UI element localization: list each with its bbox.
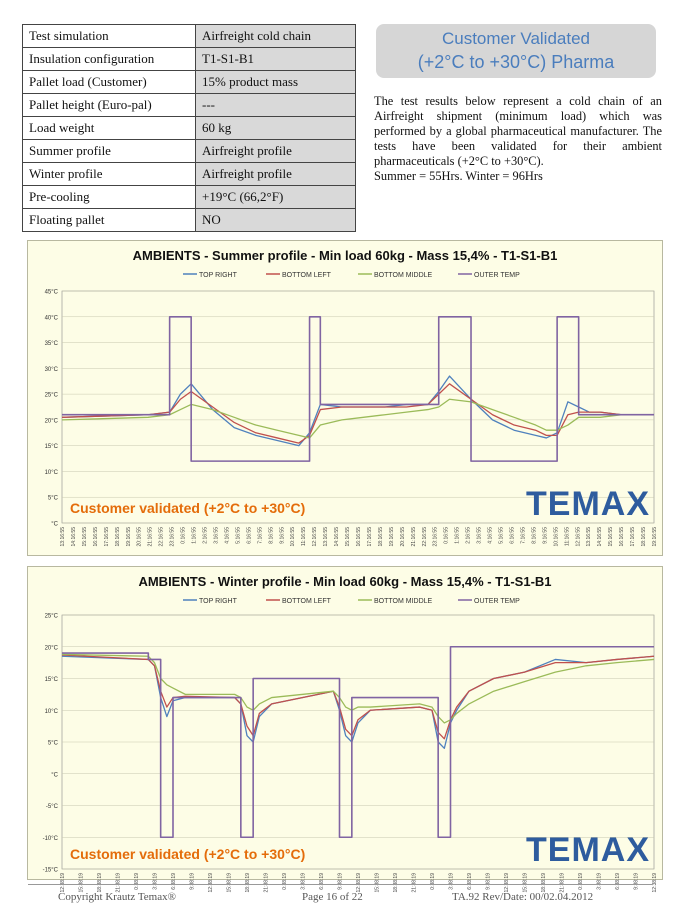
y-tick-label: 5°C (47, 495, 58, 502)
spec-value: NO (196, 209, 356, 232)
x-tick-label: 0:38:19 (578, 873, 584, 890)
spec-value: Airfreight profile (196, 140, 356, 163)
y-tick-label: -5°C (45, 804, 58, 810)
x-tick-label: 22:16:55 (421, 527, 428, 547)
x-tick-label: 16:16:55 (92, 527, 99, 547)
x-tick-label: 18:38:19 (393, 873, 399, 893)
spec-value: Airfreight cold chain (196, 25, 356, 48)
x-tick-label: 21:38:19 (411, 873, 418, 893)
x-tick-label: 21:38:19 (115, 873, 122, 893)
spec-key: Floating pallet (23, 209, 196, 232)
y-tick-label: 35°C (44, 341, 58, 348)
x-tick-label: 21:38:19 (263, 873, 270, 893)
spec-value: --- (196, 94, 356, 117)
x-tick-label: 3:16:55 (213, 527, 220, 544)
x-tick-label: 17:16:55 (366, 527, 373, 547)
x-tick-label: 19:16:55 (388, 527, 395, 547)
x-tick-label: 0:38:19 (430, 873, 436, 890)
legend-label: BOTTOM MIDDLE (374, 598, 433, 605)
winter-chart (27, 566, 663, 893)
validation-badge (376, 24, 656, 78)
legend-label: BOTTOM LEFT (282, 598, 331, 605)
x-tick-label: 18:16:55 (114, 527, 121, 547)
spec-value: 60 kg (196, 117, 356, 140)
x-tick-label: 12:16:55 (312, 527, 319, 547)
summer-chart-svg (28, 241, 662, 555)
x-tick-label: 14:16:55 (70, 527, 77, 547)
x-tick-label: 4:16:55 (487, 527, 494, 544)
x-tick-label: 4:16:55 (224, 527, 231, 544)
x-tick-label: 22:16:55 (158, 527, 165, 547)
x-tick-label: 18:38:19 (245, 873, 251, 893)
x-tick-label: 20:16:55 (399, 527, 406, 547)
x-tick-label: 15:38:19 (522, 873, 529, 893)
x-tick-label: 15:16:55 (81, 527, 88, 547)
y-tick-label: 20°C (44, 645, 58, 652)
spec-key: Summer profile (23, 140, 196, 163)
x-tick-label: 3:38:19 (596, 873, 603, 890)
x-tick-label: 10:16:55 (553, 527, 560, 547)
spec-key: Pallet load (Customer) (23, 71, 196, 94)
description-paragraph: The test results below represent a cold chain of an Airfreight shipment (minimum load) which was performed by a global pharmaceutical manufacturer. The tests have been validated for their ambient pharmaceuticals (+2°C to +30°C). (374, 94, 662, 168)
spec-row (23, 25, 356, 48)
x-tick-label: 18:16:55 (641, 527, 648, 547)
badge-line2: (+2°C to +30°C) Pharma (417, 52, 615, 72)
spec-key: Load weight (23, 117, 196, 140)
x-tick-label: 21:16:55 (147, 527, 154, 547)
x-tick-label: 11:16:55 (301, 527, 308, 547)
summer-chart (27, 240, 663, 556)
x-tick-label: 6:38:19 (615, 873, 621, 890)
y-tick-label: °C (51, 521, 58, 528)
y-tick-label: 25°C (44, 392, 58, 399)
x-tick-label: 3:38:19 (300, 873, 307, 890)
spec-value: +19°C (66,2°F) (196, 186, 356, 209)
spec-row (23, 186, 356, 209)
y-tick-label: 10°C (44, 469, 58, 476)
x-tick-label: 18:38:19 (97, 873, 103, 893)
spec-key: Pre-cooling (23, 186, 196, 209)
x-tick-label: 6:16:55 (246, 527, 253, 544)
x-tick-label: 13:16:55 (586, 527, 593, 547)
x-tick-label: 3:38:19 (448, 873, 455, 890)
x-tick-label: 10:16:55 (290, 527, 297, 547)
spec-key: Winter profile (23, 163, 196, 186)
x-tick-label: 13:16:55 (60, 527, 66, 547)
y-tick-label: 40°C (44, 315, 58, 322)
x-tick-label: 17:16:55 (103, 527, 110, 547)
footer-rule (28, 884, 652, 885)
legend-label: OUTER TEMP (474, 272, 520, 279)
x-tick-label: 1:16:55 (454, 527, 461, 544)
x-tick-label: 12:38:19 (60, 873, 66, 893)
legend-label: TOP RIGHT (199, 272, 237, 279)
x-tick-label: 21:16:55 (410, 527, 417, 547)
x-tick-label: 9:38:19 (633, 873, 640, 890)
x-tick-label: 6:38:19 (319, 873, 325, 890)
x-tick-label: 9:16:55 (542, 527, 549, 544)
y-tick-label: 15°C (44, 444, 58, 451)
x-tick-label: 8:16:55 (531, 527, 538, 544)
legend-label: OUTER TEMP (474, 598, 520, 605)
x-tick-label: 0:38:19 (134, 873, 140, 890)
x-tick-label: 13:16:55 (323, 527, 330, 547)
x-tick-label: 17:16:55 (630, 527, 637, 547)
x-tick-label: 12:16:55 (575, 527, 582, 547)
spec-table (22, 24, 356, 232)
x-tick-label: 0:16:55 (443, 527, 450, 544)
x-tick-label: 14:16:55 (597, 527, 604, 547)
x-tick-label: 7:16:55 (257, 527, 264, 544)
x-tick-label: 9:16:55 (279, 527, 286, 544)
footer-copyright: Copyright Krautz Temax® (58, 891, 176, 903)
x-tick-label: 9:38:19 (337, 873, 344, 890)
y-tick-label: 45°C (44, 289, 58, 296)
x-tick-label: 15:38:19 (374, 873, 381, 893)
legend-label: TOP RIGHT (199, 598, 237, 605)
chart-title: AMBIENTS - Summer profile - Min load 60kg - Mass 15,4% - T1-S1-B1 (132, 248, 558, 263)
x-tick-label: 15:16:55 (608, 527, 615, 547)
x-tick-label: 18:16:55 (377, 527, 384, 547)
x-tick-label: 0:38:19 (282, 873, 288, 890)
y-tick-label: -15°C (42, 867, 58, 874)
x-tick-label: 21:38:19 (559, 873, 566, 893)
x-tick-label: 6:16:55 (509, 527, 516, 544)
spec-row (23, 117, 356, 140)
x-tick-label: 16:16:55 (619, 527, 626, 547)
x-tick-label: 15:16:55 (345, 527, 352, 547)
y-tick-label: 10°C (44, 708, 58, 715)
x-tick-label: 6:38:19 (171, 873, 177, 890)
y-tick-label: 5°C (47, 740, 58, 747)
x-tick-label: 1:16:55 (191, 527, 198, 544)
x-tick-label: 15:38:19 (78, 873, 85, 893)
x-tick-label: 23:16:55 (432, 527, 439, 547)
description (374, 94, 662, 184)
x-tick-label: 2:16:55 (465, 527, 472, 544)
x-tick-label: 3:38:19 (152, 873, 159, 890)
x-tick-label: 18:38:19 (541, 873, 547, 893)
y-tick-label: 20°C (44, 418, 58, 425)
spec-row (23, 140, 356, 163)
temax-logo: TEMAX (526, 485, 650, 523)
x-tick-label: 0:16:55 (180, 527, 187, 544)
x-tick-label: 12:38:19 (356, 873, 362, 893)
chart-title: AMBIENTS - Winter profile - Min load 60kg - Mass 15,4% - T1-S1-B1 (138, 574, 552, 589)
validated-stamp: Customer validated (+2°C to +30°C) (70, 846, 306, 862)
x-tick-label: 5:16:55 (498, 527, 505, 544)
x-tick-label: 7:16:55 (520, 527, 527, 544)
x-tick-label: 3:16:55 (476, 527, 483, 544)
winter-chart-svg (28, 567, 662, 893)
legend-label: BOTTOM LEFT (282, 272, 331, 279)
y-tick-label: -10°C (42, 835, 58, 842)
footer-page: Page 16 of 22 (302, 891, 363, 903)
spec-row (23, 71, 356, 94)
y-tick-label: °C (51, 772, 58, 779)
x-tick-label: 12:38:19 (504, 873, 510, 893)
x-tick-label: 12:38:19 (208, 873, 214, 893)
spec-key: Pallet height (Euro-pal) (23, 94, 196, 117)
spec-row (23, 163, 356, 186)
y-tick-label: 15°C (44, 677, 58, 683)
spec-row (23, 48, 356, 71)
spec-value: 15% product mass (196, 71, 356, 94)
x-tick-label: 14:16:55 (334, 527, 341, 547)
x-tick-label: 15:38:19 (226, 873, 233, 893)
validated-stamp: Customer validated (+2°C to +30°C) (70, 500, 306, 516)
x-tick-label: 19:16:55 (125, 527, 132, 547)
x-tick-label: 5:16:55 (235, 527, 242, 544)
spec-key: Test simulation (23, 25, 196, 48)
temax-logo: TEMAX (526, 831, 650, 869)
x-tick-label: 12:38:19 (652, 873, 658, 893)
x-tick-label: 23:16:55 (169, 527, 176, 547)
spec-value: Airfreight profile (196, 163, 356, 186)
legend-label: BOTTOM MIDDLE (374, 272, 433, 279)
spec-key: Insulation configuration (23, 48, 196, 71)
x-tick-label: 9:38:19 (485, 873, 492, 890)
footer-revision: TA.92 Rev/Date: 00/02.04.2012 (452, 891, 594, 903)
x-tick-label: 6:38:19 (467, 873, 473, 890)
x-tick-label: 20:16:55 (136, 527, 143, 547)
spec-row (23, 94, 356, 117)
x-tick-label: 19:16:55 (652, 527, 658, 547)
badge-line1: Customer Validated (441, 29, 591, 48)
x-tick-label: 8:16:55 (268, 527, 275, 544)
footer (0, 884, 680, 912)
spec-value: T1-S1-B1 (196, 48, 356, 71)
description-summary: Summer = 55Hrs. Winter = 96Hrs (374, 169, 543, 183)
y-tick-label: 30°C (44, 366, 58, 373)
y-tick-label: 25°C (44, 613, 58, 620)
spec-row (23, 209, 356, 232)
x-tick-label: 9:38:19 (189, 873, 196, 890)
x-tick-label: 2:16:55 (202, 527, 209, 544)
x-tick-label: 16:16:55 (356, 527, 362, 547)
x-tick-label: 11:16:55 (564, 527, 571, 547)
